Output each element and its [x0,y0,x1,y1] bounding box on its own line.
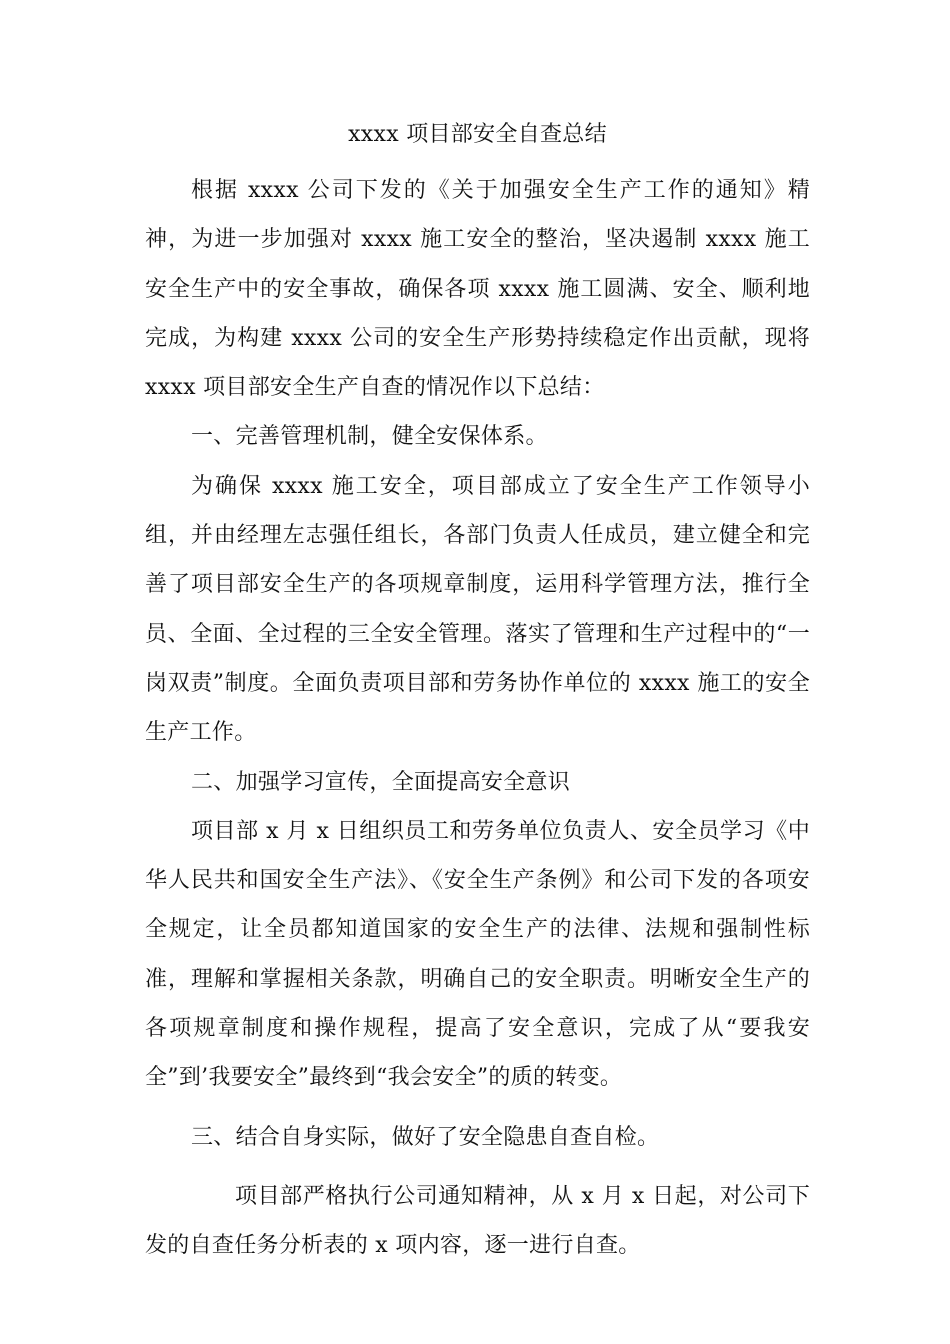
section-heading-3: 三、结合自身实际，做好了安全隐患自查自检。 [191,1124,660,1150]
section-2-paragraph: 项目部 x 月 x 日组织员工和劳务单位负责人、安全员学习《中华人民共和国安全生产法》、《安全生产条例》和公司下发的各项安全规定，让全员都知道国家的安全生产的法律、法规和强制性标准，理解和掌握相关条款，明确自己的安全职责。明晰安全生产的各项规章制度和操作规程，提高了安全意识，完成了从“要我安全”到’我要安全”最终到“我会安全”的质的转变。 [145,818,810,1091]
section-heading-1: 一、完善管理机制，健全安保体系。 [191,424,548,450]
section-1-paragraph: 为确保 xxxx 施工安全，项目部成立了安全生产工作领导小组，并由经理左志强任组长，各部门负责人任成员，建立健全和完善了项目部安全生产的各项规章制度，运用科学管理方法，推行全员、全面、全过程的三全安全管理。落实了管理和生产过程中的“一岗双责”制度。全面负责项目部和劳务协作单位的 xxxx 施工的安全生产工作。 [145,473,810,746]
section-heading-2: 二、加强学习宣传，全面提高安全意识 [191,769,571,795]
paragraph-spacer [145,1162,810,1172]
document-title: xxxx 项目部安全自查总结 [348,122,607,147]
paragraph-spacer [145,1103,810,1113]
intro-paragraph: 根据 xxxx 公司下发的《关于加强安全生产工作的通知》精神，为进一步加强对 xxxx 施工安全的整治，坚决遏制 xxxx 施工安全生产中的安全事故，确保各项 xxxx 施工圆满、安全、顺利地完成，为构建 xxxx 公司的安全生产形势持续稳定作出贡献，现将 xxxx 项目部安全生产自查的情况作以下总结： [145,178,810,401]
document-page [145,118,810,1271]
section-3-paragraph: 项目部严格执行公司通知精神，从 x 月 x 日起，对公司下发的自查任务分析表的 x 项内容，逐一进行自查。 [145,1183,810,1259]
